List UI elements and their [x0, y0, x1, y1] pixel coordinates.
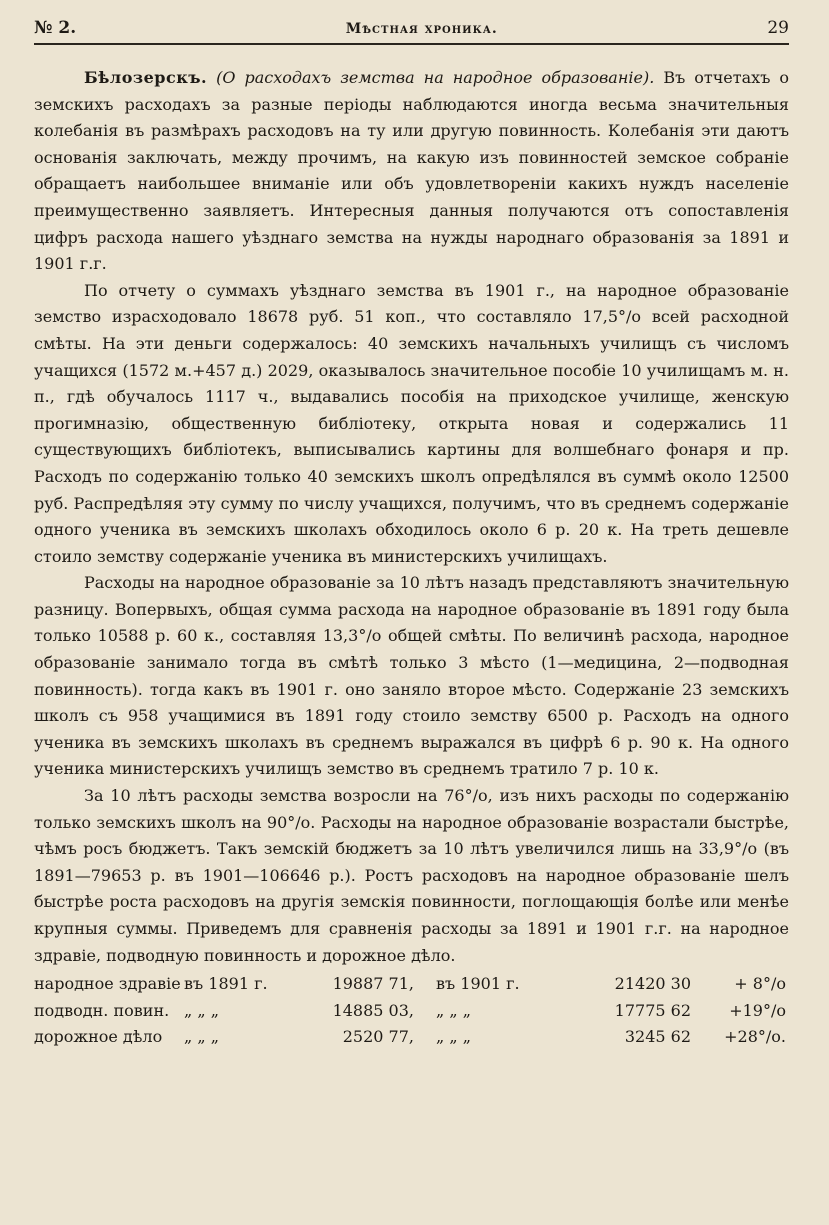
year-1891: „ „ „: [184, 1000, 220, 1020]
value-1891: 19887 71,: [332, 974, 414, 994]
percent-change: +19°/о: [729, 1000, 786, 1020]
row-label: дорожное дѣло: [34, 1027, 163, 1047]
percent-change: +28°/о.: [724, 1027, 786, 1047]
page-header: [34, 18, 789, 45]
table-row: [34, 971, 789, 998]
value-1901: 17775 62: [614, 1000, 691, 1020]
issue-number: № 2.: [34, 18, 77, 38]
year-1891: въ 1891 г.: [184, 974, 268, 994]
article-lead: Бѣлозерскъ.: [84, 68, 208, 87]
paragraph-1: [34, 65, 789, 278]
article-subtitle: (О расходахъ земства на народное образованіе).: [216, 68, 655, 87]
value-1891: 14885 03,: [332, 1000, 414, 1020]
paragraph-2: По отчету о суммахъ уѣзднаго земства въ 1901 г., на народное образованіе земство израсходовало 18678 руб. 51 коп., что составляло 17,5°/о всей расходной смѣты. На эти деньги содержалось: 40 земскихъ начальныхъ училищъ съ числомъ учащихся (1572 м.+457 д.) 2029, оказывалось значительное пособіе 10 училищамъ м. н. п., гдѣ обучалось 1117 ч., выдавались пособія на приходское училище, женскую прогимназію, общественную библіотеку, открыта новая и содержались 11 существующихъ библіотекъ, выписывались картины для волшебнаго фонаря и пр. Расходъ по содержанію только 40 земскихъ школъ опредѣлялся въ суммѣ около 12500 руб. Распредѣляя эту сумму по числу учащихся, получимъ, что въ среднемъ содержаніе одного ученика въ земскихъ школахъ обходилось около 6 р. 20 к. На треть дешевле стоило земству содержаніе ученика въ министерскихъ училищахъ.: [34, 280, 789, 566]
value-1901: 21420 30: [614, 974, 691, 994]
table-row: [34, 998, 789, 1025]
paragraph-text: Въ отчетахъ о земскихъ расходахъ за разные періоды наблюдаются иногда весьма значительныя колебанія въ размѣрахъ расходовъ на ту или другую повинность. Колебанія эти даютъ основанія заключать, между прочимъ, на какую изъ повинностей земское собраніе обращаетъ наибольшее вниманіе или объ удовлетвореніи какихъ нуждъ населеніе преимущественно заявляетъ. Интересныя данныя получаются отъ сопоставленія цифръ расхода нашего уѣзднаго земства на нужды народнаго образованія за 1891 и 1901 г.г.: [34, 68, 789, 274]
year-1901: „ „ „: [436, 1027, 472, 1047]
paragraph-3: Расходы на народное образованіе за 10 лѣтъ назадъ представляютъ значительную разницу. Вопервыхъ, общая сумма расхода на народное образованіе въ 1891 году была только 10588 р. 60 к., составляя 13,3°/о общей смѣты. По величинѣ расхода, народное образованіе занимало тогда въ смѣтѣ только 3 мѣсто (1—медицина, 2—подводная повинность). тогда какъ въ 1901 г. оно заняло второе мѣсто. Содержаніе 23 земскихъ школъ съ 958 учащимися въ 1891 году стоило земству 6500 р. Расходъ на одного ученика въ земскихъ школахъ въ среднемъ выражался въ цифрѣ 6 р. 90 к. На одного ученика министерскихъ училищъ земство въ среднемъ тратило 7 р. 10 к.: [34, 573, 789, 779]
value-1891: 2520 77,: [342, 1027, 414, 1047]
row-label: подводн. повин.: [34, 1000, 170, 1020]
article-body: [34, 65, 789, 969]
row-label: народное здравіе: [34, 974, 181, 994]
year-1901: „ „ „: [436, 1000, 472, 1020]
year-1901: въ 1901 г.: [436, 974, 520, 994]
expense-table: [34, 971, 789, 1051]
section-title: Мѣстная хроника.: [345, 21, 498, 37]
page-number: 29: [767, 18, 789, 38]
year-1891: „ „ „: [184, 1027, 220, 1047]
percent-change: + 8°/о: [734, 974, 786, 994]
value-1901: 3245 62: [624, 1027, 691, 1047]
table-row: [34, 1024, 789, 1051]
paragraph-4: За 10 лѣтъ расходы земства возросли на 76°/о, изъ нихъ расходы по содержанію только земскихъ школъ на 90°/о. Расходы на народное образованіе возрастали быстрѣе, чѣмъ росъ бюджетъ. Такъ земскій бюджетъ за 10 лѣтъ увеличился лишь на 33,9°/о (въ 1891—79653 р. въ 1901—106646 р.). Ростъ расходовъ на народное образованіе шелъ быстрѣе роста расходовъ на другія земскія повинности, поглощающія болѣе или менѣе крупныя суммы. Приведемъ для сравненія расходы за 1891 и 1901 г.г. на народное здравіе, подводную повинность и дорожное дѣло.: [34, 786, 789, 965]
